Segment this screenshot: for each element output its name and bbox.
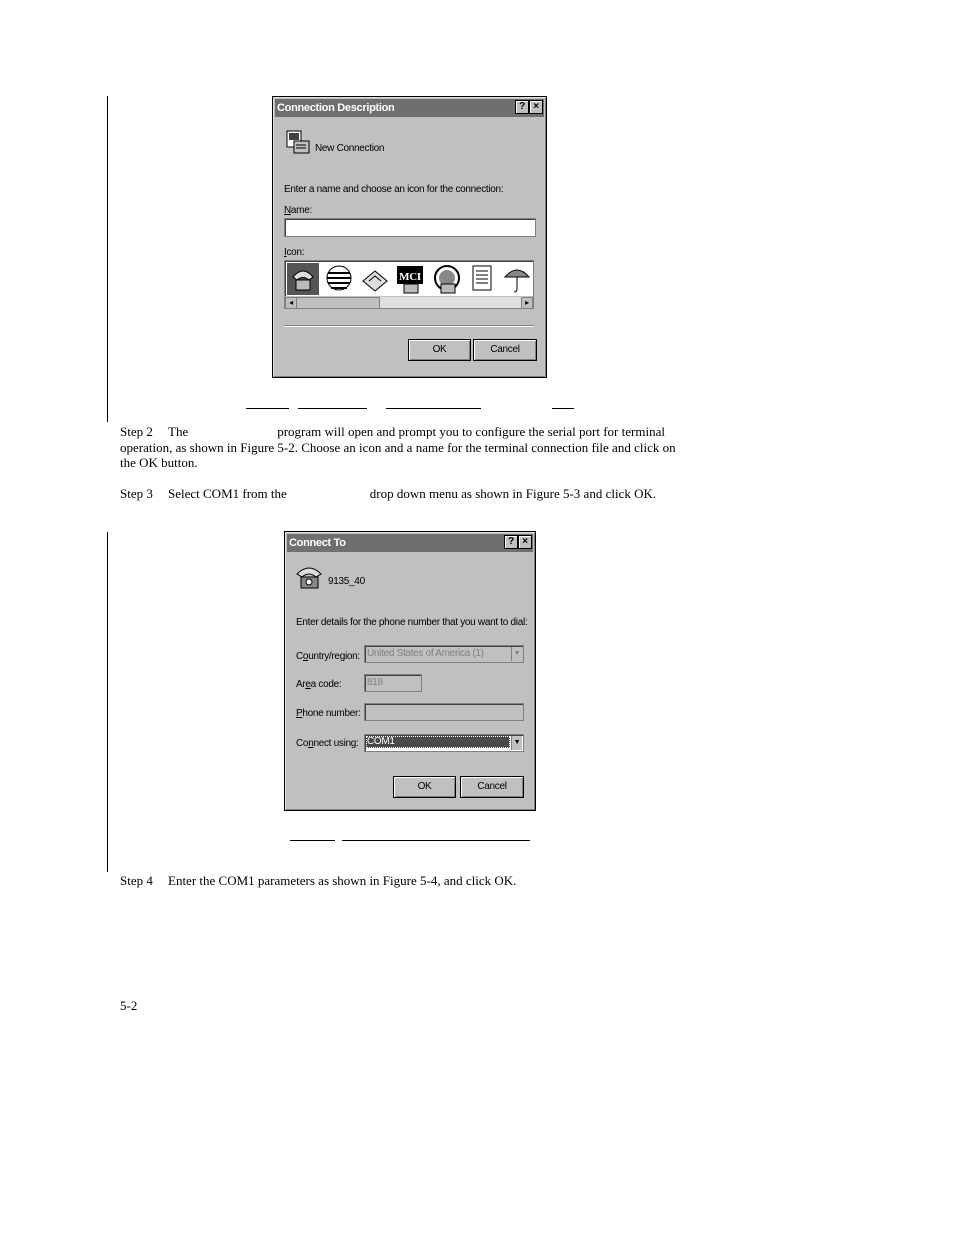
cancel-button[interactable]: Cancel bbox=[460, 776, 524, 798]
caption-rule bbox=[552, 408, 574, 409]
caption-rule bbox=[290, 840, 335, 841]
title-bar[interactable] bbox=[287, 534, 533, 552]
step-4 bbox=[120, 873, 720, 889]
globe-icon[interactable] bbox=[323, 263, 355, 295]
phone-icon[interactable] bbox=[287, 263, 319, 295]
divider bbox=[284, 325, 534, 327]
connection-name: 9135_40 bbox=[328, 576, 365, 587]
icon-scrollbar[interactable] bbox=[285, 296, 533, 308]
caption-rule bbox=[342, 840, 530, 841]
change-bar-bottom bbox=[107, 532, 108, 872]
country-value: United States of America (1) bbox=[367, 648, 484, 659]
step-number: Step 4 bbox=[120, 873, 153, 888]
icon-list[interactable] bbox=[284, 260, 534, 309]
phone-number-label: Phone number: bbox=[296, 708, 361, 719]
dialog-title: Connect To bbox=[289, 537, 346, 549]
connect-to-dialog bbox=[284, 531, 536, 811]
dialog-title: Connection Description bbox=[277, 102, 395, 114]
caption-rule bbox=[298, 408, 367, 409]
name-input[interactable] bbox=[284, 218, 536, 237]
chevron-down-icon[interactable]: ▼ bbox=[511, 736, 522, 750]
close-button[interactable]: × bbox=[529, 100, 543, 114]
modem-icon[interactable] bbox=[359, 263, 391, 295]
connect-using-value: COM1 bbox=[366, 736, 510, 748]
icon-label: Icon: bbox=[284, 247, 305, 258]
connect-using-select[interactable] bbox=[364, 734, 524, 752]
chevron-down-icon[interactable]: ▼ bbox=[511, 647, 522, 661]
step-text: program will open and prompt you to configure the serial port for terminal bbox=[277, 424, 665, 439]
new-connection-icon bbox=[285, 129, 311, 157]
change-bar-top bbox=[107, 96, 108, 422]
scroll-left-button[interactable]: ◂ bbox=[285, 297, 297, 309]
step-text: Enter the COM1 parameters as shown in Figure 5-4, and click OK. bbox=[168, 873, 517, 888]
close-button[interactable]: × bbox=[518, 535, 532, 549]
mci-text: MCI bbox=[399, 271, 421, 283]
step-3 bbox=[120, 486, 720, 502]
step-text: The bbox=[168, 424, 189, 439]
caption-rule bbox=[386, 408, 481, 409]
page-number: 5-2 bbox=[120, 998, 138, 1013]
document-icon[interactable] bbox=[467, 263, 499, 295]
connect-using-label: Connect using: bbox=[296, 738, 359, 749]
instruction-text: Enter a name and choose an icon for the connection: bbox=[284, 184, 504, 195]
step-text: operation, as shown in Figure 5-2. Choose an icon and a name for the terminal connection file and click on bbox=[120, 439, 676, 455]
umbrella-icon[interactable] bbox=[503, 263, 531, 295]
step-text: the OK button. bbox=[120, 455, 198, 470]
scroll-thumb[interactable] bbox=[296, 297, 380, 309]
step-number: Step 2 bbox=[120, 424, 153, 439]
step-text: drop down menu as shown in Figure 5-3 and click OK. bbox=[369, 486, 657, 501]
cancel-button[interactable]: Cancel bbox=[473, 339, 537, 361]
title-bar[interactable] bbox=[275, 99, 544, 117]
step-text: Select COM1 from the bbox=[168, 486, 287, 501]
area-code-label: Area code: bbox=[296, 679, 342, 690]
caption-rule bbox=[246, 408, 289, 409]
phone-number-input[interactable] bbox=[364, 703, 524, 721]
help-button[interactable]: ? bbox=[515, 100, 529, 114]
ge-icon[interactable] bbox=[431, 263, 463, 295]
instruction-text: Enter details for the phone number that you want to dial: bbox=[296, 617, 528, 628]
country-label: Country/region: bbox=[296, 651, 360, 662]
connection-heading: New Connection bbox=[315, 143, 385, 154]
help-button[interactable]: ? bbox=[504, 535, 518, 549]
ok-button[interactable]: OK bbox=[408, 339, 471, 361]
step-2 bbox=[120, 424, 720, 471]
name-label: Name: bbox=[284, 205, 312, 216]
country-select[interactable] bbox=[364, 645, 524, 663]
area-code-input[interactable] bbox=[364, 674, 422, 692]
connection-description-dialog bbox=[272, 96, 547, 378]
step-number: Step 3 bbox=[120, 486, 153, 501]
area-code-value: 818 bbox=[367, 677, 383, 688]
phone-icon bbox=[295, 562, 325, 590]
mci-icon[interactable] bbox=[395, 263, 427, 295]
ok-button[interactable]: OK bbox=[393, 776, 456, 798]
scroll-right-button[interactable]: ▸ bbox=[521, 297, 533, 309]
